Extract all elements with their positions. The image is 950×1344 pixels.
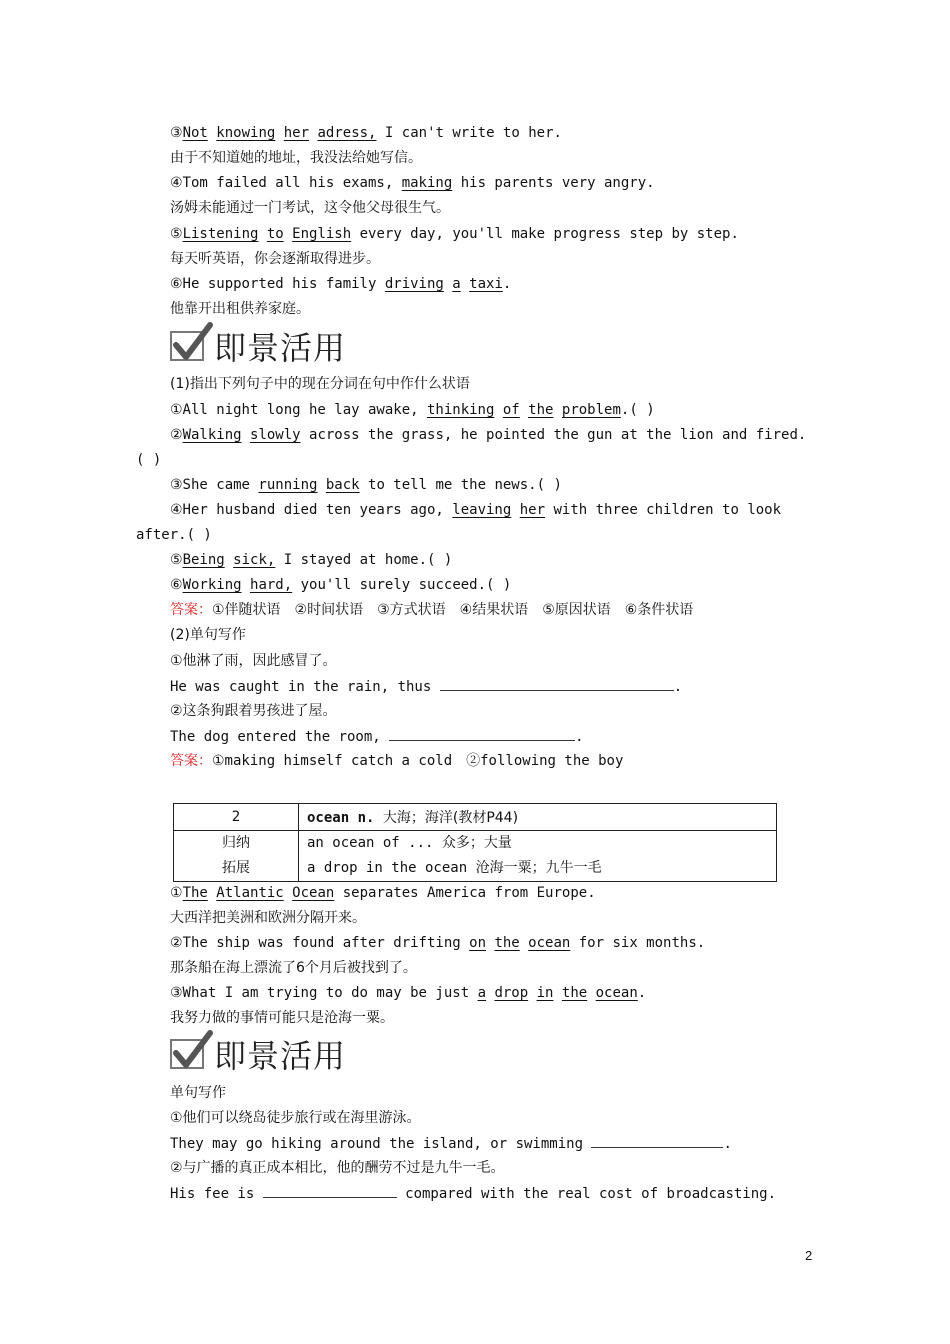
vocab-phrase-1: an ocean of ... 众多；大量 bbox=[307, 835, 512, 851]
ocean-example-2: ②The ship was found after drifting on the ocean for six months. bbox=[170, 935, 706, 951]
writing-1-blank[interactable] bbox=[440, 676, 674, 691]
example-3: ③Not knowing her adress, I can't write to her. bbox=[170, 125, 562, 141]
writing-1-sentence: He was caught in the rain, thus . bbox=[170, 676, 682, 697]
practice-heading-2 bbox=[170, 1034, 346, 1074]
question-4: ④Her husband died ten years ago, leaving her with three children to look bbox=[170, 502, 782, 518]
example-5: ⑤Listening to English every day, you'll make progress step by step. bbox=[170, 226, 739, 242]
question-title: (1)指出下列句子中的现在分词在句中作什么状语 bbox=[170, 376, 470, 392]
question-1: ①All night long he lay awake, thinking of the problem.( ) bbox=[170, 402, 655, 418]
example-4-translation: 汤姆未能通过一门考试，这令他父母很生气。 bbox=[170, 200, 450, 216]
vocab-table-header-row bbox=[174, 804, 777, 831]
example-5-translation: 每天听英语，你会逐渐取得进步。 bbox=[170, 251, 380, 267]
question-5: ⑤Being sick, I stayed at home.( ) bbox=[170, 552, 453, 568]
ocean-example-1-translation: 大西洋把美洲和欧洲分隔开来。 bbox=[170, 910, 366, 926]
writing-1-prompt: ①他淋了雨，因此感冒了。 bbox=[170, 653, 337, 669]
ocean-example-2-translation: 那条船在海上漂流了6个月后被找到了。 bbox=[170, 960, 417, 976]
writing-2-prompt: ②这条狗跟着男孩进了屋。 bbox=[170, 703, 337, 719]
writing-2-sentence: The dog entered the room, . bbox=[170, 726, 584, 747]
ocean-example-3-translation: 我努力做的事情可能只是沧海一粟。 bbox=[170, 1010, 394, 1026]
vocab-meaning: 大海；海洋(教材P44) bbox=[382, 810, 519, 826]
writing2-2-prompt: ②与广播的真正成本相比，他的酬劳不过是九牛一毛。 bbox=[170, 1160, 505, 1176]
vocab-number: 2 bbox=[174, 804, 299, 831]
checkbox-icon bbox=[170, 1039, 204, 1069]
answer-label: 答案： bbox=[170, 602, 212, 618]
question-2: ②Walking slowly across the grass, he pointed the gun at the lion and fired. bbox=[170, 427, 807, 443]
practice-heading-2-title: 即景活用 bbox=[214, 1037, 347, 1075]
vocab-expansion-cell bbox=[299, 831, 777, 882]
vocab-phrase-2: a drop in the ocean 沧海一粟；九牛一毛 bbox=[307, 860, 602, 876]
vocab-table bbox=[173, 803, 777, 882]
writing-title: (2)单句写作 bbox=[170, 627, 246, 643]
question-2-continued: ( ) bbox=[136, 452, 162, 468]
ocean-example-3: ③What I am trying to do may be just a drop in the ocean. bbox=[170, 985, 647, 1001]
vocab-headword: ocean n. bbox=[307, 810, 375, 826]
ocean-example-1: ①The Atlantic Ocean separates America from Europe. bbox=[170, 885, 596, 901]
question-4-continued: after.( ) bbox=[136, 527, 212, 543]
practice-heading-title: 即景活用 bbox=[214, 329, 347, 367]
writing2-2-blank[interactable] bbox=[263, 1183, 397, 1198]
writing2-title: 单句写作 bbox=[170, 1085, 226, 1101]
checkbox-icon bbox=[170, 331, 204, 361]
example-3-translation: 由于不知道她的地址，我没法给她写信。 bbox=[170, 150, 422, 166]
writing2-1-sentence: They may go hiking around the island, or swimming . bbox=[170, 1133, 732, 1154]
writing2-1-prompt: ①他们可以绕岛徒步旅行或在海里游泳。 bbox=[170, 1110, 421, 1126]
question-3: ③She came running back to tell me the news.( ) bbox=[170, 477, 562, 493]
answer-line: 答案：①伴随状语 ②时间状语 ③方式状语 ④结果状语 ⑤原因状语 ⑥条件状语 bbox=[170, 602, 694, 618]
vocab-label-2: 拓展 bbox=[222, 860, 250, 876]
writing2-2-sentence: His fee is compared with the real cost of broadcasting. bbox=[170, 1183, 776, 1204]
vocab-label-1: 归纳 bbox=[222, 835, 250, 851]
writing2-1-blank[interactable] bbox=[591, 1133, 723, 1148]
page-number: 2 bbox=[805, 1248, 813, 1263]
example-6: ⑥He supported his family driving a taxi. bbox=[170, 276, 512, 292]
vocab-headword-cell bbox=[299, 804, 777, 831]
writing-2-blank[interactable] bbox=[389, 726, 575, 741]
vocab-label-cell bbox=[174, 831, 299, 882]
writing-answer-line: 答案：①making himself catch a cold ②following the boy bbox=[170, 753, 624, 769]
example-4: ④Tom failed all his exams, making his parents very angry. bbox=[170, 175, 655, 191]
vocab-table-expansion-row bbox=[174, 831, 777, 882]
practice-heading bbox=[170, 326, 346, 366]
example-6-translation: 他靠开出租供养家庭。 bbox=[170, 301, 310, 317]
question-6: ⑥Working hard, you'll surely succeed.( ) bbox=[170, 577, 512, 593]
writing-answer-label: 答案： bbox=[170, 753, 212, 769]
